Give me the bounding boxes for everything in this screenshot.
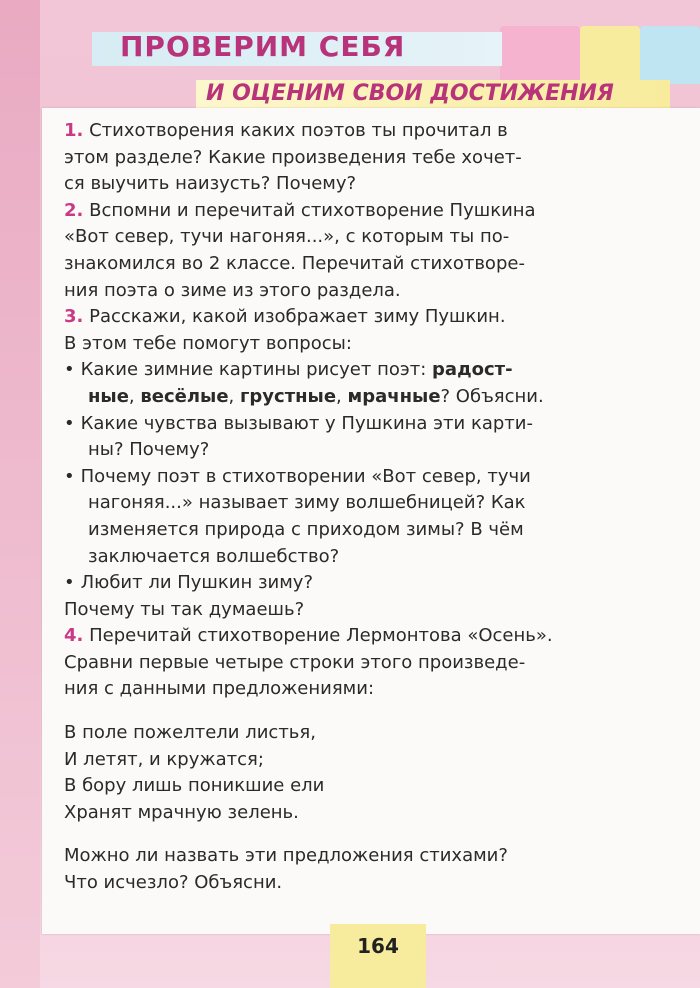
question-4-line-2: Сравни первые четыре строки этого произведе- [64,651,526,673]
question-4-line-3: ния с данными предложениями: [64,678,375,700]
spacer [64,703,694,720]
question-number: 1. [64,120,84,141]
question-3-line-2: В этом тебе помогут вопросы: [64,332,352,354]
question-2-line-1: 2. Вспомни и перечитай стихотворение Пушкина [64,199,536,221]
page-number: 164 [357,934,399,958]
closing-line-2: Что исчезло? Объясни. [64,872,283,894]
question-1-line-3: ся выучить наизусть? Почему? [64,173,357,195]
section-tab-yellow [580,26,640,84]
bullet-3-line-2: нагоняя...» называет зиму волшебницей? Как [88,492,526,514]
bullet-2-line-2: ны? Почему? [88,439,210,461]
bullet-3-line-3: изменяется природа с приходом зимы? В чём [88,518,524,540]
question-4-line-1: 4. Перечитай стихотворение Лермонтова «Осень». [64,625,553,647]
section-tab-blue [640,26,700,84]
bullet-1-line-2: ные, весёлые, грустные, мрачные? Объясни. [88,385,544,407]
question-3-follow-up: Почему ты так думаешь? [64,598,305,620]
question-1-line-1: 1. Стихотворения каких поэтов ты прочитал в [64,120,508,141]
page-left-strip [0,0,40,988]
question-3-line-1: 3. Расскажи, какой изображает зиму Пушкин. [64,306,506,328]
poem-line-2: И летят, и кружатся; [64,748,264,770]
page-subtitle: И ОЦЕНИМ СВОИ ДОСТИЖЕНИЯ [206,81,614,106]
question-2-line-2: «Вот север, тучи нагоняя...», с которым ты по- [64,226,510,248]
question-number: 3. [64,306,84,328]
poem-line-3: В бору лишь поникшие ели [64,775,325,797]
bullet-4-line-1: • Любит ли Пушкин зиму? [64,570,694,597]
bullet-3-line-4: заключается волшебство? [88,545,340,567]
exercise-text [64,118,694,897]
closing-line-1: Можно ли назвать эти предложения стихами? [64,845,508,867]
question-2-line-4: ния поэта о зиме из этого раздела. [64,279,401,301]
page-title: ПРОВЕРИМ СЕБЯ [120,30,406,63]
question-2-line-3: знакомился во 2 классе. Перечитай стихотворе- [64,252,525,274]
question-number: 4. [64,625,84,647]
question-number: 2. [64,199,84,221]
bullet-1-line-1: • Какие зимние картины рисует поэт: радост- [64,357,694,384]
poem-line-4: Хранят мрачную зелень. [64,801,299,823]
bullet-2-line-1: • Какие чувства вызывают у Пушкина эти карти- [64,411,694,438]
question-1-line-2: этом разделе? Какие произведения тебе хочет- [64,146,522,168]
bullet-3-line-1: • Почему поэт в стихотворении «Вот север, тучи [64,464,694,491]
section-tab-pink [500,26,580,84]
poem-line-1: В поле пожелтели листья, [64,722,316,744]
spacer [64,826,694,843]
